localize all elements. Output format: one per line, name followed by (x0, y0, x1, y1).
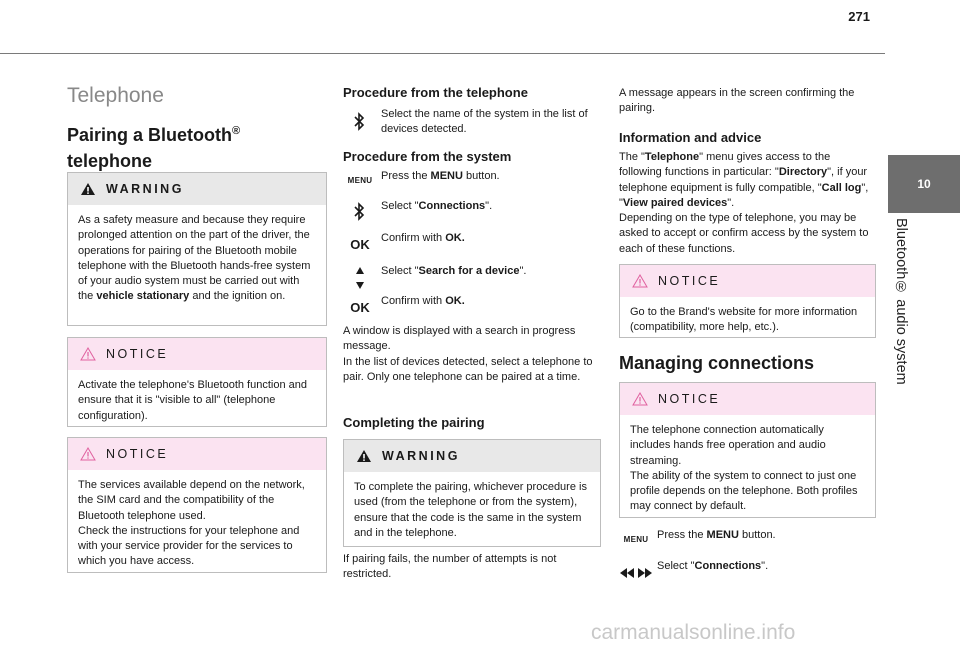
managing-step-1: MENU Press the MENU button. (619, 528, 877, 550)
info-segment: ", if your telephone equipment is fully compatible, " (619, 166, 868, 194)
up-down-arrows-icon (354, 266, 366, 290)
info-segment: Directory (778, 166, 828, 179)
info-segment: The " (619, 151, 645, 163)
bluetooth-icon (353, 111, 365, 133)
pairing-fail-text: If pairing fails, the number of attempts is not restricted. (343, 553, 557, 581)
notice-box-3 (619, 264, 876, 338)
managing-connections-heading: Managing connections (619, 353, 815, 373)
procedure-telephone-heading: Procedure from the telephone (343, 85, 528, 100)
section-title: Telephone (67, 84, 164, 107)
managing-step-2: Select "Connections". (619, 559, 877, 581)
notice-triangle-icon (80, 447, 96, 461)
system-step-2: Select "Connections". (343, 199, 601, 221)
watermark: carmanualsonline.info (591, 621, 796, 644)
notice-title: NOTICE (658, 392, 721, 406)
notice-title: NOTICE (106, 347, 169, 361)
info-segment: Call log (821, 181, 862, 194)
notice-triangle-icon (80, 347, 96, 361)
chapter-tab[interactable]: 10 (888, 155, 960, 213)
procedure-system-heading: Procedure from the system (343, 149, 512, 164)
registered-mark: ® (232, 125, 241, 137)
info-advice-heading: Information and advice (619, 130, 762, 145)
notice-text: Go to the Brand's website for more information (compatibility, more help, etc.). (630, 306, 858, 334)
notice-triangle-icon (632, 274, 648, 288)
menu-icon: MENU (623, 535, 649, 544)
header-rule (0, 53, 885, 54)
completing-heading: Completing the pairing (343, 415, 485, 430)
pairing-heading: Pairing a Bluetooth® telephone (67, 125, 241, 171)
menu-icon: MENU (347, 176, 373, 185)
procedure-telephone-text: Select the name of the system in the list of devices detected. (381, 108, 588, 136)
notice-title: NOTICE (106, 447, 169, 461)
warning-triangle-icon (80, 182, 96, 196)
confirm-message-text: A message appears in the screen confirming the pairing. (619, 87, 855, 115)
chapter-label-wrap (893, 218, 915, 638)
page-number: 271 (848, 9, 870, 24)
notice-text: The services available depend on the network, the SIM card and the compatibility of the Bluetooth telephone used. Check the instructions for your telephone and with your service provider for the services to which you have access. (78, 479, 305, 568)
system-step-4: Select "Search for a device". (343, 264, 601, 286)
info-paragraph-1 (619, 151, 868, 209)
info-segment: " menu gives access to the following functions in particular: " (619, 151, 831, 179)
notice-box-2 (67, 437, 327, 573)
left-right-arrows-icon (619, 567, 653, 579)
warning-box-2 (343, 439, 601, 547)
notice-text: The telephone connection automatically includes hands free operation and audio streaming. The ability of the system to connect to just one profile depends on the telephone. Both profiles may connect by default. (630, 424, 858, 513)
system-step-3: OK Confirm with OK. (343, 231, 601, 253)
warning-triangle-icon (356, 449, 372, 463)
notice-triangle-icon (632, 392, 648, 406)
notice-box-1 (67, 337, 327, 427)
search-message-text: A window is displayed with a search in progress message. In the list of devices detected, select a telephone to pair. Only one telephone can be paired at a time. (343, 325, 593, 383)
notice-box-4 (619, 382, 876, 518)
warning-text: As a safety measure and because they require prolonged attention on the part of the driver, the operations for pairing of the Bluetooth mobile telephone with the Bluetooth hands-free system of your audio system must be carried out with the vehicle stationary and the ignition on. (78, 214, 311, 303)
system-step-1: MENU Press the MENU button. (343, 169, 601, 191)
warning-title: WARNING (106, 182, 184, 196)
procedure-telephone-step (343, 107, 601, 139)
warning-text: To complete the pairing, whichever procedure is used (from the telephone or from the system), ensure that the code is the same in the system and in the telephone. (354, 481, 587, 539)
bluetooth-icon (353, 201, 365, 223)
info-segment: Telephone (644, 151, 700, 163)
ok-icon: OK (350, 237, 370, 252)
info-segment: View paired devices (622, 196, 728, 209)
warning-title: WARNING (382, 449, 460, 463)
info-advice-text: The "Telephone" menu gives access to the following functions in particular: "Directory", if your telephone equipment is fully compatible, "Call log", "View paired devices". Depending on the type of telephone, you may be asked to accept or confirm access by the system to each of these functions. (619, 151, 869, 255)
notice-text: Activate the telephone's Bluetooth function and ensure that it is "visible to all" (telephone configuration). (78, 379, 307, 422)
warning-box-1 (67, 172, 327, 326)
notice-title: NOTICE (658, 274, 721, 288)
system-step-5: OK Confirm with OK. (343, 294, 601, 316)
info-segment: ". (727, 196, 735, 209)
info-segment: ", " (619, 181, 869, 209)
ok-icon: OK (350, 300, 370, 315)
chapter-label: Bluetooth® audio system (893, 218, 909, 385)
